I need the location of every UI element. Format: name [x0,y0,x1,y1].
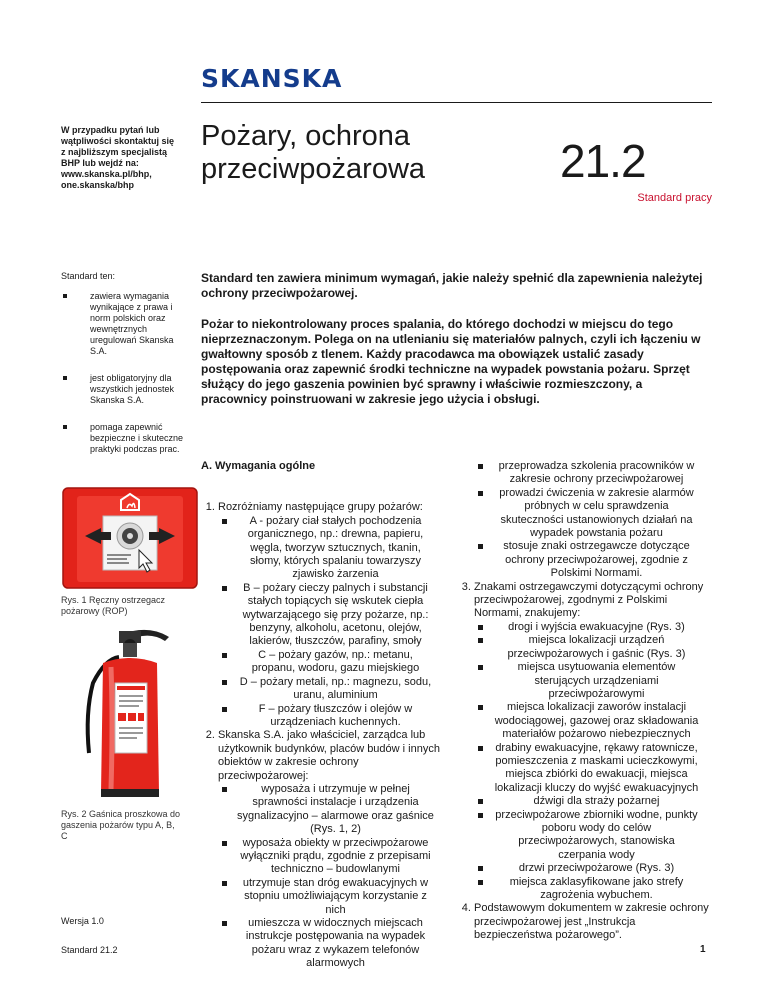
list-item: przeprowadza szkolenia pracowników w zakresie ochrony przeciwpożarowej [474,460,710,487]
standard-number: 21.2 [560,135,646,187]
title-line-2: przeciwpożarowa [201,153,426,185]
list-item: C – pożary gazów, np.: metanu, propanu, wodoru, gazu miejskiego [218,649,444,676]
fire-extinguisher-image [61,623,199,803]
page-title [201,120,481,186]
list-item: drzwi przeciwpożarowe (Rys. 3) [474,862,710,875]
footer-standard: Standard 21.2 [61,945,118,955]
duties-list-continued [457,460,710,581]
list-item: prowadzi ćwiczenia w zakresie alarmów próbnych w celu sprawdzenia skuteczności ustanowionych działań na wypadek powstania pożaru [474,487,710,541]
sidebar-item: pomaga zapewnić bezpieczne i skuteczne praktyki podczas prac. [61,422,186,455]
fire-groups-list [218,515,444,730]
list-item: miejsca usytuowania elementów sterujących urządzeniami przeciwpożarowymi [474,661,710,701]
list-item: umieszcza w widocznych miejscach instrukcje postępowania na wypadek pożaru wraz z wykazem telefonów alarmowych [218,917,444,971]
list-item: utrzymuje stan dróg ewakuacyjnych w stopniu umożliwiającym korzystanie z nich [218,877,444,917]
list-item: F – pożary tłuszczów i olejów w urządzeniach kuchennych. [218,703,444,730]
header-divider [201,102,712,103]
item-3-intro: Znakami ostrzegawczymi dotyczącymi ochrony przeciwpożarowej, zgodnymi z Polskimi Normami, znakujemy: [474,580,704,620]
intro-paragraph-1: Standard ten zawiera minimum wymagań, jakie należy spełnić dla zapewnienia należytej ochrony przeciwpożarowej. [201,271,703,300]
figure-1-caption: Rys. 1 Ręczny ostrzegacz pożarowy (ROP) [61,595,166,616]
list-item: drogi i wyjścia ewakuacyjne (Rys. 3) [474,621,710,634]
requirements-list [201,501,444,970]
list-item: drabiny ewakuacyjne, rękawy ratownicze, pomieszczenia z maskami ucieczkowymi, miejsca zbiórki do ewakuacji, miejsca lokalizacji kluczy do wyjść ewakuacyjnych [474,742,710,796]
title-line-1: Pożary, ochrona [201,120,411,152]
intro-text [201,271,706,423]
intro-paragraph-2: Pożar to niekontrolowany proces spalania, do którego dochodzi w miejscu do tego nieprzeznaczonym. Polega on na utlenianiu się materiałów palnych, czyli ich łączeniu w gwałtowny sposób z tlenem. Każdy pracodawca ma obowiązek ustalić zasady postępowania oraz zapewnić środki techniczne na wypadek powstania pożaru. Sprzęt służący do jego gaszenia powinien być sprawny i właściwie rozmieszczony, a pracownicy poinstruowani w zakresie jego użycia i obsługi. [201,317,701,406]
list-item: B – pożary cieczy palnych i substancji stałych topiących się wskutek ciepła wytwarzającego się przy pożarze, np.: benzyny, alkoholu, acetonu, olejów, lakierów, tłuszczów, parafiny, smoły [218,582,444,649]
sidebar-item: jest obligatoryjny dla wszystkich jednostek Skanska S.A. [61,373,186,406]
fire-alarm-call-point-image [61,486,199,590]
signs-list [474,621,710,903]
requirement-item [474,581,710,903]
requirements-list-continued [457,581,710,943]
section-heading: A. Wymagania ogólne [201,460,316,472]
list-item: wyposaża obiekty w przeciwpożarowe wyłączniki prądu, zgodnie z przepisami techniczno – budowlanymi [218,837,444,877]
list-item: wyposaża i utrzymuje w pełnej sprawności instalacje i urządzenia sygnalizacyjno – alarmowe oraz gaśnice (Rys. 1, 2) [218,783,444,837]
page-number: 1 [700,944,706,955]
item-2-intro: Skanska S.A. jako właściciel, zarządca lub użytkownik budynków, placów budów i innych obiektów w zakresie ochrony przeciwpożarowej: [218,729,440,782]
list-item: miejsca lokalizacji urządzeń przeciwpożarowych i gaśnic (Rys. 3) [474,634,710,661]
requirement-item [218,501,444,729]
section-column-2 [457,460,710,943]
list-item: D – pożary metali, np.: magnezu, sodu, uranu, aluminium [218,676,444,703]
section-column-1 [201,460,444,971]
sidebar-list [61,291,186,471]
item-4-text: Podstawowym dokumentem w zakresie ochrony przeciwpożarowej jest „Instrukcja bezpieczeństwa pożarowego”. [474,902,709,942]
list-item: miejsca zaklasyfikowane jako strefy zagrożenia wybuchem. [474,876,710,903]
contact-note: W przypadku pytań lub wątpliwości skontaktuj się z najbliższym specjalistą BHP lub wejdź na: www.skanska.pl/bhp, one.skanska/bhp [61,125,175,190]
list-item: dźwigi dla straży pożarnej [474,795,710,808]
figure-2-caption: Rys. 2 Gaśnica proszkowa do gaszenia pożarów typu A, B, C [61,809,181,841]
list-item: miejsca lokalizacji zaworów instalacji wodociągowej, gazowej oraz składowania materiałów pożarowo niebezpiecznych [474,701,710,741]
doc-type-label: Standard pracy [637,192,712,204]
item-1-intro: Rozróżniamy następujące grupy pożarów: [218,501,423,514]
list-item: przeciwpożarowe zbiorniki wodne, punkty poboru wody do celów przeciwpożarowych, stanowiska czerpania wody [474,809,710,863]
version-label: Wersja 1.0 [61,916,104,926]
list-item: stosuje znaki ostrzegawcze dotyczące ochrony przeciwpożarowej, zgodnie z Polskimi Normami. [474,540,710,580]
skanska-logo: SKANSKA [201,64,343,93]
sidebar-label: Standard ten: [61,271,116,281]
requirement-item [218,729,444,970]
requirement-item [474,902,710,942]
duties-list [218,783,444,971]
list-item: A - pożary ciał stałych pochodzenia organicznego, np.: drewna, papieru, węgla, tworzyw sztucznych, tkanin, słomy, których spalaniu towarzyszy zjawisko żarzenia [218,515,444,582]
sidebar-item: zawiera wymagania wynikające z prawa i norm polskich oraz wewnętrznych uregulowań Skanska S.A. [61,291,186,357]
